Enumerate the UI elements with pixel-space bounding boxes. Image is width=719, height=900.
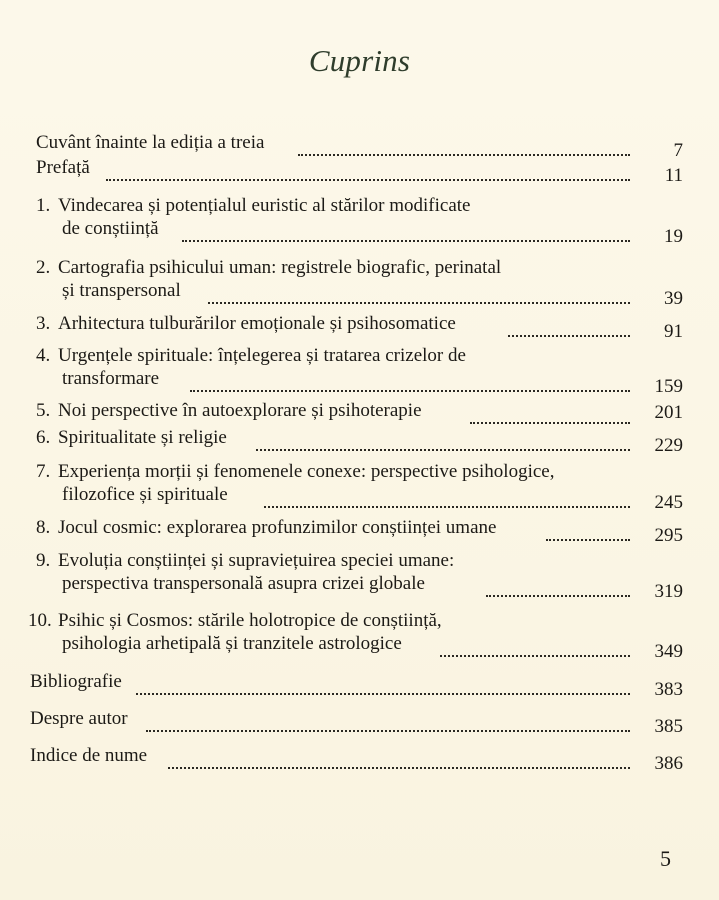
chapter-number: 4. [36,345,51,366]
chapter-number: 1. [36,195,51,216]
dot-leader [546,521,630,541]
chapter-number: 9. [36,550,51,571]
toc-entry-page: 7 [673,140,683,161]
toc-entry-page: 385 [654,716,683,737]
dot-leader [146,712,630,732]
dot-leader [190,372,630,392]
chapter-number: 2. [36,257,51,278]
toc-entry-page: 159 [654,376,683,397]
chapter-number: 10. [28,610,52,631]
dot-leader [208,284,630,304]
dot-leader [440,637,630,657]
toc-entry-title: Psihic și Cosmos: stările holotropice de conștiință, [58,610,442,631]
toc-entry-title-continuation: psihologia arhetipală și tranzitele astrologice [62,633,402,654]
toc-entry-title-continuation: de conștiință [62,218,159,239]
toc-entry-title: Jocul cosmic: explorarea profunzimilor conștiinței umane [58,517,497,538]
toc-entry-title-continuation: transformare [62,368,160,389]
toc-entry-page: 229 [654,435,683,456]
dot-leader [168,749,630,769]
toc-entry-title: Spiritualitate și religie [58,427,227,448]
toc-entry-title: Cuvânt înainte la ediția a treia [36,132,265,153]
chapter-number: 8. [36,517,51,538]
toc-entry-page: 201 [654,402,683,423]
toc-entry-title: Bibliografie [30,671,122,692]
dot-leader [298,136,630,156]
toc-entry-title-continuation: perspectiva transpersonală asupra crizei globale [62,573,425,594]
page-number: 5 [660,846,671,871]
toc-entry-title: Urgențele spirituale: înțelegerea și tratarea crizelor de [58,345,466,366]
toc-entry-page: 349 [654,641,683,662]
dot-leader [136,675,630,695]
toc-entry-page: 19 [664,226,683,247]
toc-entry-page: 295 [654,525,683,546]
toc-entry-page: 383 [654,679,683,700]
toc-entry-title: Cartografia psihicului uman: registrele biografic, perinatal [58,257,502,278]
chapter-number: 7. [36,461,51,482]
toc-entry-title: Despre autor [30,708,128,729]
toc-entry-title: Vindecarea și potențialul euristic al stărilor modificate [58,195,471,216]
dot-leader [182,222,630,242]
dot-leader [470,404,630,424]
chapter-number: 3. [36,313,51,334]
toc-entry-page: 91 [664,321,683,342]
dot-leader [256,431,630,451]
toc-entry-page: 386 [654,753,683,774]
toc-entry-page: 245 [654,492,683,513]
toc-entry-title-continuation: filozofice și spirituale [62,484,228,505]
toc-entry-title: Experiența morții și fenomenele conexe: perspective psihologice, [58,461,555,482]
chapter-number: 6. [36,427,51,448]
dot-leader [508,317,630,337]
toc-entry-title: Arhitectura tulburărilor emoționale și psihosomatice [58,313,456,334]
toc-entry-title: Prefață [36,157,90,178]
toc-entry-title: Indice de nume [30,745,148,766]
toc-entry-page: 319 [654,581,683,602]
toc-entry-page: 39 [664,288,683,309]
toc-entry-title-continuation: și transpersonal [62,280,181,301]
dot-leader [486,577,630,597]
dot-leader [106,161,630,181]
toc-entry-page: 11 [664,165,683,186]
dot-leader [264,488,630,508]
toc-entry-title: Evoluția conștiinței și supraviețuirea speciei umane: [58,550,455,571]
page-title: Cuprins [308,43,411,78]
toc-entry-title: Noi perspective în autoexplorare și psihoterapie [58,400,422,421]
chapter-number: 5. [36,400,51,421]
